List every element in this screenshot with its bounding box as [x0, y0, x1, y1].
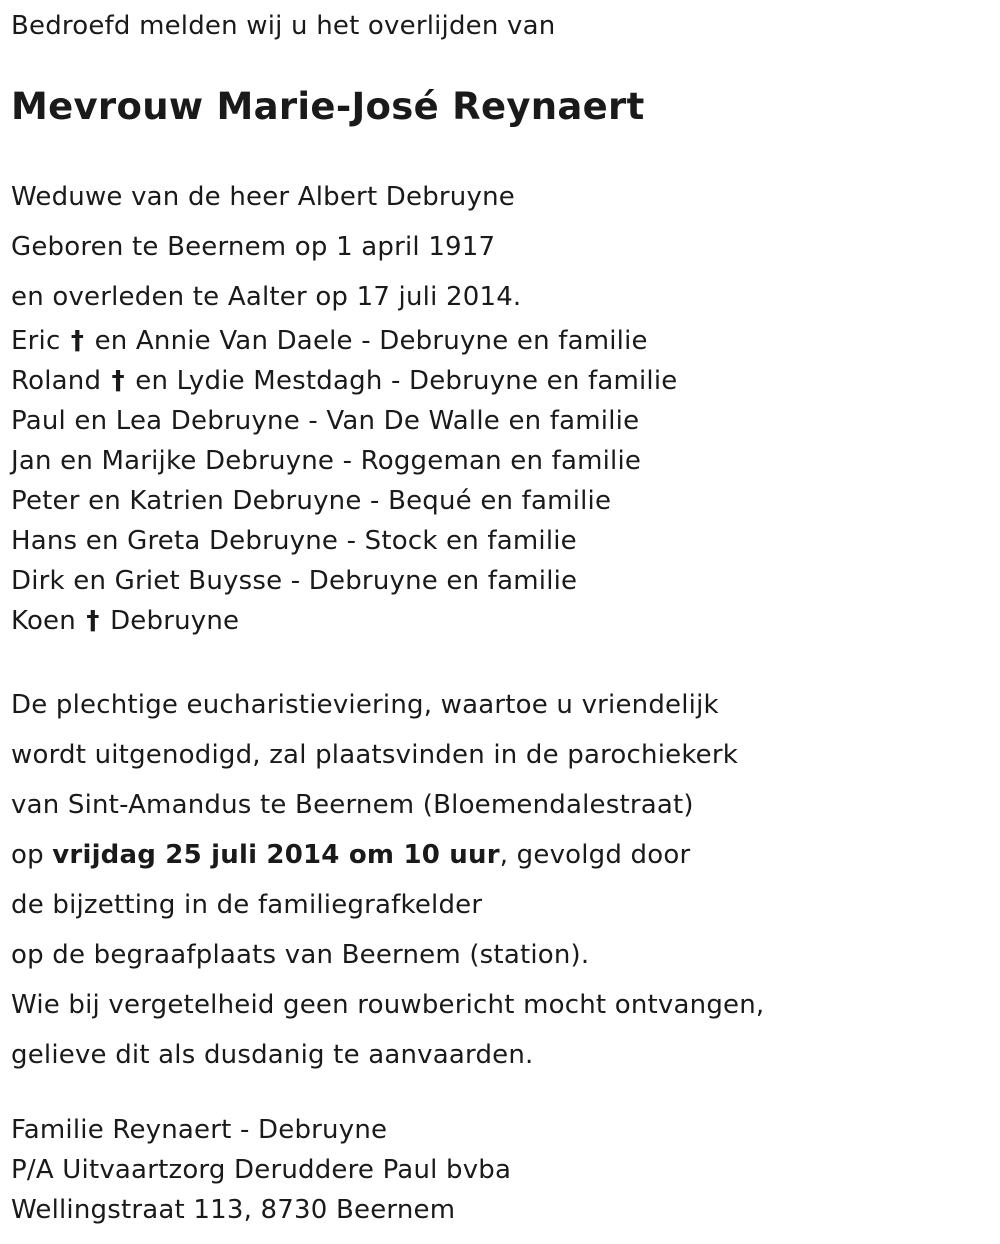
family-name: Eric [11, 326, 61, 356]
family-line [11, 321, 677, 361]
family-rest: en Annie Van Daele - Debruyne en familie [94, 326, 648, 356]
bio-line-died: en overleden te Aalter op 17 juli 2014. [11, 282, 522, 312]
family-rest: Debruyne [110, 606, 240, 636]
family-line: Hans en Greta Debruyne - Stock en familie [11, 526, 577, 556]
family-line [11, 601, 677, 641]
ceremony-block [11, 680, 764, 1080]
family-rest: en Lydie Mestdagh - Debruyne en familie [135, 366, 678, 396]
signature-undertaker: P/A Uitvaartzorg Deruddere Paul bvba [11, 1155, 512, 1185]
ceremony-line: op de begraafplaats van Beernem (station). [11, 940, 590, 970]
ceremony-date: vrijdag 25 juli 2014 om 10 uur [52, 840, 500, 870]
ceremony-date-suffix: , gevolgd door [499, 840, 691, 870]
family-line [11, 361, 677, 401]
family-line: Jan en Marijke Debruyne - Roggeman en familie [11, 446, 642, 476]
cross-icon: † [70, 326, 85, 356]
family-list [11, 321, 677, 641]
deceased-name: Mevrouw Marie-José Reynaert [11, 85, 645, 128]
bio-block [11, 172, 521, 322]
ceremony-line: De plechtige eucharistieviering, waartoe u vriendelijk [11, 690, 719, 720]
family-name: Roland [11, 366, 102, 396]
signature-address: Wellingstraat 113, 8730 Beernem [11, 1195, 456, 1225]
family-line: Dirk en Griet Buysse - Debruyne en familie [11, 566, 578, 596]
family-line: Paul en Lea Debruyne - Van De Walle en familie [11, 406, 640, 436]
ceremony-date-prefix: op [11, 840, 44, 870]
ceremony-line: gelieve dit als dusdanig te aanvaarden. [11, 1040, 534, 1070]
ceremony-line: van Sint-Amandus te Beernem (Bloemendalestraat) [11, 790, 694, 820]
signature-family: Familie Reynaert - Debruyne [11, 1115, 388, 1145]
ceremony-line: Wie bij vergetelheid geen rouwbericht mocht ontvangen, [11, 990, 765, 1020]
ceremony-date-line [11, 830, 764, 880]
family-line: Peter en Katrien Debruyne - Bequé en familie [11, 486, 612, 516]
bio-line-widow: Weduwe van de heer Albert Debruyne [11, 182, 515, 212]
ceremony-line: wordt uitgenodigd, zal plaatsvinden in de parochiekerk [11, 740, 739, 770]
signature-block [11, 1110, 511, 1230]
family-name: Koen [11, 606, 76, 636]
intro-text: Bedroefd melden wij u het overlijden van [11, 11, 556, 41]
bio-line-born: Geboren te Beernem op 1 april 1917 [11, 232, 496, 262]
cross-icon: † [111, 366, 125, 396]
cross-icon: † [86, 606, 100, 636]
ceremony-line: de bijzetting in de familiegrafkelder [11, 890, 483, 920]
